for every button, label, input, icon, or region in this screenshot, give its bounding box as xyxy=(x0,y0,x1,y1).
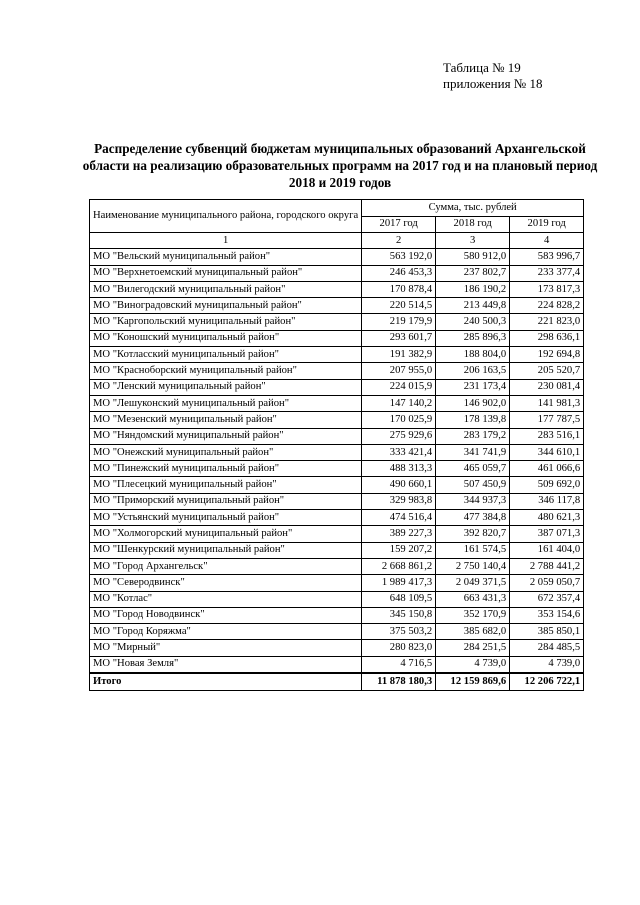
municipality-name: МО "Город Коряжма" xyxy=(90,624,362,640)
municipality-name: МО "Новая Земля" xyxy=(90,656,362,673)
amount-2017: 375 503,2 xyxy=(362,624,436,640)
amount-2019: 173 817,3 xyxy=(510,281,584,297)
table-row xyxy=(90,363,584,379)
table-row xyxy=(90,477,584,493)
appendix-number: приложения № 18 xyxy=(443,76,543,91)
amount-2017: 246 453,3 xyxy=(362,265,436,281)
total-row xyxy=(90,673,584,691)
municipality-name: МО "Вилегодский муниципальный район" xyxy=(90,281,362,297)
amount-2017: 147 140,2 xyxy=(362,395,436,411)
table-number: Таблица № 19 xyxy=(443,60,521,75)
amount-2019: 221 823,0 xyxy=(510,314,584,330)
municipality-name: МО "Шенкурский муниципальный район" xyxy=(90,542,362,558)
amount-2019: 353 154,6 xyxy=(510,607,584,623)
year-2019-header: 2019 год xyxy=(510,216,584,233)
amount-2018: 161 574,5 xyxy=(436,542,510,558)
amount-2018: 477 384,8 xyxy=(436,510,510,526)
total-2018: 12 159 869,6 xyxy=(436,673,510,691)
municipality-name: МО "Мирный" xyxy=(90,640,362,656)
amount-2019: 2 059 050,7 xyxy=(510,575,584,591)
amount-2018: 188 804,0 xyxy=(436,347,510,363)
document-title xyxy=(80,140,600,191)
amount-2017: 345 150,8 xyxy=(362,607,436,623)
amount-2018: 465 059,7 xyxy=(436,461,510,477)
amount-2018: 213 449,8 xyxy=(436,298,510,314)
amount-2018: 231 173,4 xyxy=(436,379,510,395)
amount-2019: 583 996,7 xyxy=(510,249,584,265)
municipality-name: МО "Вельский муниципальный район" xyxy=(90,249,362,265)
amount-2018: 663 431,3 xyxy=(436,591,510,607)
municipality-name: МО "Верхнетоемский муниципальный район" xyxy=(90,265,362,281)
amount-2017: 219 179,9 xyxy=(362,314,436,330)
year-2018-header: 2018 год xyxy=(436,216,510,233)
table-row xyxy=(90,379,584,395)
amount-2019: 283 516,1 xyxy=(510,428,584,444)
amount-2017: 293 601,7 xyxy=(362,330,436,346)
table-row xyxy=(90,542,584,558)
column-number: 2 xyxy=(362,233,436,249)
amount-2019: 192 694,8 xyxy=(510,347,584,363)
amount-2017: 2 668 861,2 xyxy=(362,558,436,574)
table-row xyxy=(90,281,584,297)
column-number: 3 xyxy=(436,233,510,249)
amount-2019: 480 621,3 xyxy=(510,510,584,526)
municipality-name: МО "Каргопольский муниципальный район" xyxy=(90,314,362,330)
amount-2017: 4 716,5 xyxy=(362,656,436,673)
amount-2018: 392 820,7 xyxy=(436,526,510,542)
amount-2019: 672 357,4 xyxy=(510,591,584,607)
municipality-name: МО "Красноборский муниципальный район" xyxy=(90,363,362,379)
amount-2017: 329 983,8 xyxy=(362,493,436,509)
municipality-name: МО "Северодвинск" xyxy=(90,575,362,591)
table-row xyxy=(90,444,584,460)
amount-2018: 507 450,9 xyxy=(436,477,510,493)
table-row xyxy=(90,412,584,428)
amount-2018: 284 251,5 xyxy=(436,640,510,656)
amount-2019: 233 377,4 xyxy=(510,265,584,281)
amount-2019: 346 117,8 xyxy=(510,493,584,509)
amount-2018: 352 170,9 xyxy=(436,607,510,623)
municipality-name: МО "Котласский муниципальный район" xyxy=(90,347,362,363)
table-row xyxy=(90,575,584,591)
amount-2017: 490 660,1 xyxy=(362,477,436,493)
table-row xyxy=(90,640,584,656)
table-row xyxy=(90,428,584,444)
amount-2019: 461 066,6 xyxy=(510,461,584,477)
table-row xyxy=(90,591,584,607)
amount-2018: 283 179,2 xyxy=(436,428,510,444)
table-row xyxy=(90,510,584,526)
municipality-name: МО "Город Новодвинск" xyxy=(90,607,362,623)
amount-2018: 146 902,0 xyxy=(436,395,510,411)
amount-2019: 509 692,0 xyxy=(510,477,584,493)
year-2017-header: 2017 год xyxy=(362,216,436,233)
total-2019: 12 206 722,1 xyxy=(510,673,584,691)
table-row xyxy=(90,607,584,623)
municipality-name: МО "Ленский муниципальный район" xyxy=(90,379,362,395)
table-row xyxy=(90,656,584,673)
amount-2018: 206 163,5 xyxy=(436,363,510,379)
amount-2017: 389 227,3 xyxy=(362,526,436,542)
municipality-name: МО "Устьянский муниципальный район" xyxy=(90,510,362,526)
municipality-name: МО "Плесецкий муниципальный район" xyxy=(90,477,362,493)
municipality-name: МО "Приморский муниципальный район" xyxy=(90,493,362,509)
total-label: Итого xyxy=(90,673,362,691)
amount-2017: 207 955,0 xyxy=(362,363,436,379)
amount-2017: 275 929,6 xyxy=(362,428,436,444)
amount-2018: 2 049 371,5 xyxy=(436,575,510,591)
amount-2018: 186 190,2 xyxy=(436,281,510,297)
subsidy-table xyxy=(89,199,584,691)
amount-2017: 170 025,9 xyxy=(362,412,436,428)
amount-2019: 4 739,0 xyxy=(510,656,584,673)
amount-2019: 385 850,1 xyxy=(510,624,584,640)
amount-2018: 240 500,3 xyxy=(436,314,510,330)
amount-2019: 177 787,5 xyxy=(510,412,584,428)
amount-2017: 474 516,4 xyxy=(362,510,436,526)
municipality-name: МО "Лешуконский муниципальный район" xyxy=(90,395,362,411)
amount-2019: 205 520,7 xyxy=(510,363,584,379)
amount-2017: 224 015,9 xyxy=(362,379,436,395)
municipality-name: МО "Онежский муниципальный район" xyxy=(90,444,362,460)
amount-2018: 580 912,0 xyxy=(436,249,510,265)
amount-2019: 141 981,3 xyxy=(510,395,584,411)
municipality-name: МО "Пинежский муниципальный район" xyxy=(90,461,362,477)
amount-2017: 159 207,2 xyxy=(362,542,436,558)
amount-2019: 344 610,1 xyxy=(510,444,584,460)
amount-2018: 344 937,3 xyxy=(436,493,510,509)
amount-2017: 563 192,0 xyxy=(362,249,436,265)
name-column-header: Наименование муниципального района, городского округа xyxy=(90,200,362,233)
amount-2017: 1 989 417,3 xyxy=(362,575,436,591)
municipality-name: МО "Няндомский муниципальный район" xyxy=(90,428,362,444)
amount-2018: 341 741,9 xyxy=(436,444,510,460)
sum-column-header: Сумма, тыс. рублей xyxy=(362,200,584,217)
title-line-1: Распределение субвенций бюджетам муниципальных образований Архангельской xyxy=(94,141,586,156)
amount-2018: 4 739,0 xyxy=(436,656,510,673)
amount-2018: 178 139,8 xyxy=(436,412,510,428)
municipality-name: МО "Коношский муниципальный район" xyxy=(90,330,362,346)
amount-2019: 230 081,4 xyxy=(510,379,584,395)
table-row xyxy=(90,461,584,477)
amount-2017: 220 514,5 xyxy=(362,298,436,314)
table-row xyxy=(90,298,584,314)
amount-2019: 161 404,0 xyxy=(510,542,584,558)
amount-2017: 191 382,9 xyxy=(362,347,436,363)
table-row xyxy=(90,558,584,574)
amount-2019: 284 485,5 xyxy=(510,640,584,656)
title-line-3: 2018 и 2019 годов xyxy=(288,175,392,190)
amount-2017: 280 823,0 xyxy=(362,640,436,656)
municipality-name: МО "Город Архангельск" xyxy=(90,558,362,574)
table-number-header xyxy=(443,60,542,92)
amount-2017: 333 421,4 xyxy=(362,444,436,460)
table-row xyxy=(90,395,584,411)
municipality-name: МО "Холмогорский муниципальный район" xyxy=(90,526,362,542)
amount-2018: 285 896,3 xyxy=(436,330,510,346)
table-row xyxy=(90,624,584,640)
amount-2019: 298 636,1 xyxy=(510,330,584,346)
title-line-2: области на реализацию образовательных программ на 2017 год и на плановый период xyxy=(82,158,598,173)
amount-2019: 224 828,2 xyxy=(510,298,584,314)
table-body xyxy=(90,249,584,673)
municipality-name: МО "Виноградовский муниципальный район" xyxy=(90,298,362,314)
column-number: 4 xyxy=(510,233,584,249)
amount-2018: 237 802,7 xyxy=(436,265,510,281)
amount-2017: 488 313,3 xyxy=(362,461,436,477)
column-number: 1 xyxy=(90,233,362,249)
total-2017: 11 878 180,3 xyxy=(362,673,436,691)
amount-2019: 2 788 441,2 xyxy=(510,558,584,574)
amount-2017: 648 109,5 xyxy=(362,591,436,607)
table-row xyxy=(90,347,584,363)
amount-2017: 170 878,4 xyxy=(362,281,436,297)
table-row xyxy=(90,493,584,509)
table-row xyxy=(90,314,584,330)
amount-2018: 385 682,0 xyxy=(436,624,510,640)
amount-2019: 387 071,3 xyxy=(510,526,584,542)
table-row xyxy=(90,330,584,346)
table-row xyxy=(90,249,584,265)
table-row xyxy=(90,265,584,281)
table-row xyxy=(90,526,584,542)
municipality-name: МО "Котлас" xyxy=(90,591,362,607)
municipality-name: МО "Мезенский муниципальный район" xyxy=(90,412,362,428)
amount-2018: 2 750 140,4 xyxy=(436,558,510,574)
